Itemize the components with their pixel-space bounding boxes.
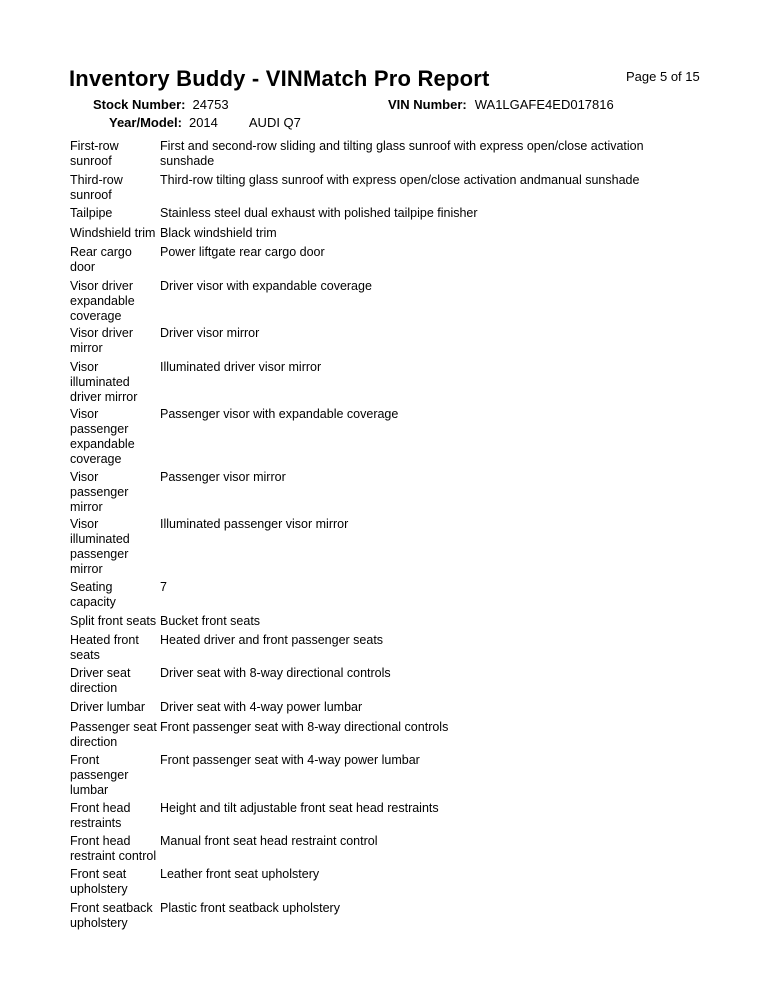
vin-number-label: VIN Number: — [388, 97, 467, 112]
feature-value: Driver visor with expandable coverage — [160, 279, 372, 293]
feature-value: Illuminated driver visor mirror — [160, 360, 322, 374]
feature-value: Heated driver and front passenger seats — [160, 633, 384, 647]
feature-name: Tailpipe — [70, 206, 113, 220]
feature-value: 7 — [160, 580, 167, 594]
feature-name: Visor driver expandable coverage — [70, 279, 135, 323]
stock-number-value: 24753 — [192, 97, 229, 112]
feature-value: Driver seat with 8-way directional controls — [160, 666, 391, 680]
feature-name: Front seatback upholstery — [70, 901, 153, 930]
feature-name: Visor passenger expandable coverage — [70, 407, 135, 466]
feature-value: Leather front seat upholstery — [160, 867, 320, 881]
feature-name: Split front seats — [70, 614, 157, 628]
stock-number-label: Stock Number: — [93, 97, 186, 112]
year-value: 2014 — [188, 115, 218, 130]
feature-name: First-row sunroof — [70, 139, 119, 168]
feature-value: Third-row tilting glass sunroof with express open/close activation andmanual sunshade — [160, 173, 640, 187]
feature-value: Passenger visor with expandable coverage — [160, 407, 399, 421]
feature-value: First and second-row sliding and tilting glass sunroof with express open/close activation sunshade — [160, 139, 644, 168]
year-model-label: Year/Model: — [109, 115, 182, 130]
vin-number-value: WA1LGAFE4ED017816 — [474, 97, 614, 112]
feature-name: Driver seat direction — [70, 666, 131, 695]
feature-value: Plastic front seatback upholstery — [160, 901, 340, 915]
feature-value: Front passenger seat with 4-way power lumbar — [160, 753, 420, 767]
feature-name: Visor illuminated driver mirror — [70, 360, 138, 404]
feature-name: Windshield trim — [70, 226, 156, 240]
feature-value: Front passenger seat with 8-way directional controls — [160, 720, 449, 734]
feature-value: Power liftgate rear cargo door — [160, 245, 325, 259]
feature-value: Stainless steel dual exhaust with polished tailpipe finisher — [160, 206, 478, 220]
feature-name: Seating capacity — [70, 580, 116, 609]
feature-name: Front seat upholstery — [70, 867, 128, 896]
feature-name: Third-row sunroof — [70, 173, 123, 202]
feature-name: Rear cargo door — [70, 245, 132, 274]
feature-name: Driver lumbar — [70, 700, 146, 714]
feature-name: Heated front seats — [70, 633, 139, 662]
feature-name: Front head restraint control — [70, 834, 157, 863]
feature-value: Height and tilt adjustable front seat head restraints — [160, 801, 439, 815]
feature-name: Visor illuminated passenger mirror — [70, 517, 130, 576]
feature-name: Visor passenger mirror — [70, 470, 129, 514]
feature-name: Front head restraints — [70, 801, 131, 830]
feature-name: Front passenger lumbar — [70, 753, 129, 797]
feature-value: Driver seat with 4-way power lumbar — [160, 700, 363, 714]
feature-name: Passenger seat direction — [70, 720, 157, 749]
report-title: Inventory Buddy - VINMatch Pro Report — [69, 66, 490, 91]
model-value: AUDI Q7 — [248, 115, 301, 130]
feature-value: Driver visor mirror — [160, 326, 260, 340]
feature-value: Illuminated passenger visor mirror — [160, 517, 349, 531]
feature-value: Black windshield trim — [160, 226, 277, 240]
feature-value: Bucket front seats — [160, 614, 261, 628]
feature-value: Manual front seat head restraint control — [160, 834, 378, 848]
page-number: Page 5 of 15 — [626, 69, 700, 84]
feature-name: Visor driver mirror — [70, 326, 133, 355]
feature-value: Passenger visor mirror — [160, 470, 286, 484]
